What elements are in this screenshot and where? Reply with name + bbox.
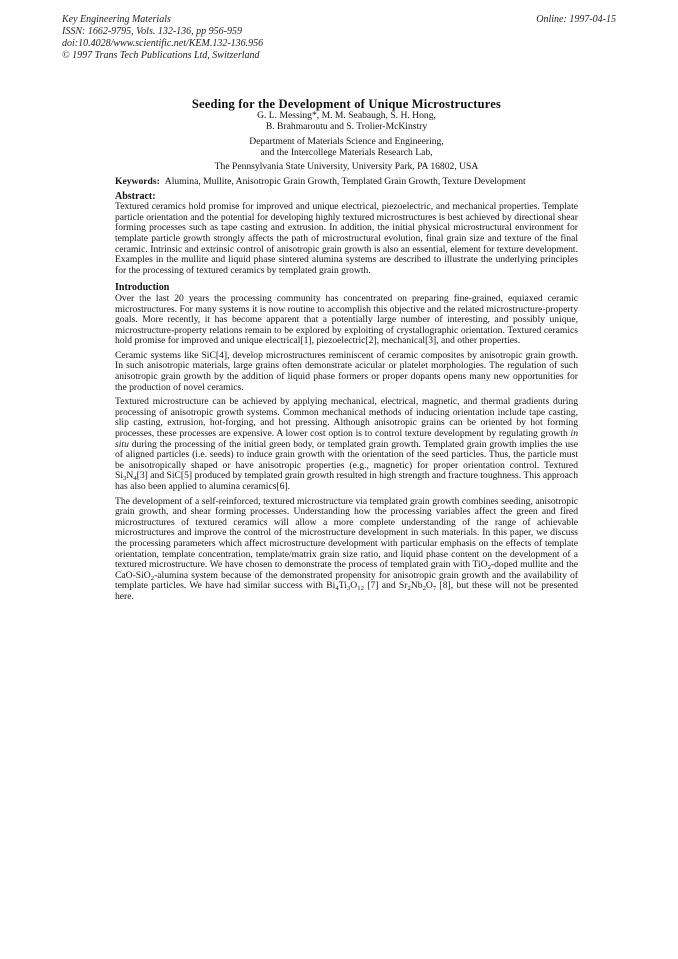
intro-paragraph-4: The development of a self-reinforced, textured microstructure via templated grain growth combines seeding, anisotropic grain growth, and shear forming processes. Understanding how the processing variables affect the green and fired microstructures of textured ceramics will allow a more complete understanding of the range of achievable microstructures and improve the control of the microstructure development in such materials. In this paper, we discuss the processing parameters which affect microstructure development with particular emphasis on the effects of template orientation, template concentration, template/matrix grain size ratio, and liquid phase content on the development of a textured microstructure. We have chosen to demonstrate the process of templated grain with TiO$_2$-doped mullite and the CaO-SiO$_2$-alumina system because of the demonstrated propensity for anisotropic grain growth and the availability of template particles. We have had similar success with $Bi_4Ti_3O_{12}$ [7] and $Sr_2Nb_2O_7$ [8], but these will not be presented here. xyxy=(115,495,579,602)
intro-paragraph-2: Ceramic systems like SiC[4], develop microstructures reminiscent of ceramic composites by anisotropic grain growth. In such anisotropic materials, large grains often demonstrate acicular or platelet morphologies. The regulation of such anisotropic grain growth by the addition of liquid phase formers or proper dopants opens many new opportunities for the production of novel ceramics. xyxy=(115,349,578,393)
keywords xyxy=(115,177,578,188)
abstract-text: Textured ceramics hold promise for improved and unique electrical, piezoelectric, and mechanical properties. Template particle orientation and the potential for developing highly textured microstructures is best achieved by directional shear forming processes such as tape casting and extrusion. In addition, the initial physical microstructural environment for template particle growth strongly affects the path of microstructural evolution, final grain size and texture of the final ceramic. Intrinsic and extrinsic control of anisotropic grain growth is also an essential, element for texture development. Examples in the mullite and liquid phase sintered alumina systems are described to illustrate the underlying principles for the processing of textured ceramics by templated grain growth. xyxy=(115,201,578,276)
university: The Pennsylvania State University, University Park, PA 16802, USA xyxy=(214,161,479,173)
keywords-label: Keywords: xyxy=(115,175,160,187)
online-date: Online: 1997-04-15 xyxy=(536,14,616,25)
doi-line[interactable]: doi:10.4028/www.scientific.net/KEM.132-136.956 xyxy=(62,38,264,49)
paper-title: Seeding for the Development of Unique Microstructures xyxy=(191,97,502,111)
intro-paragraph-3: Textured microstructure can be achieved by applying mechanical, electrical, magnetic, and thermal gradients during processing of anisotropic growth systems. Common mechanical methods of inducing orientation include tape casting, slip casting, extrusion, hot-forging, and hot pressing. Although anisotropic grains can be oriented by hot forming processes, these processes are expensive. A lower cost option is to control texture development by regulating growth in situ during the processing of the initial green body, or templated grain growth. Templated grain growth implies the use of aligned particles (i.e. seeds) to induce grain growth with the orientation of the seed particles. Thus, the particle must be anisotropically shaped or have anisotropic properties (e.g., magnetic) for proper orientation control. Textured $Si_3N_4[3]$ and SiC[5] produced by templated grain growth resulted in high strength and fracture toughness. This approach has also been applied to alumina ceramics[6]. xyxy=(115,396,578,492)
authors xyxy=(115,111,578,132)
affiliation-line-1: Department of Materials Science and Engineering, xyxy=(249,136,444,148)
issn-line: ISSN: 1662-9795, Vols. 132-136, pp 956-959 xyxy=(62,26,242,37)
introduction-heading: Introduction xyxy=(115,282,170,294)
affiliation xyxy=(115,137,578,158)
affiliation-line-2: and the Intercollege Materials Research Lab, xyxy=(260,146,433,158)
journal-name: Key Engineering Materials xyxy=(62,14,171,25)
author-line-1: G. L. Messing*, M. M. Seabaugh, S. H. Hong, xyxy=(257,110,436,121)
intro-paragraph-1: Over the last 20 years the processing community has concentrated on preparing fine-grained, equiaxed ceramic microstructures. For many systems it is now routine to accomplish this objective and the related microstructure-property goals. More recently, it has become apparent that a potentially large number of interesting, and possibly unique, microstructure-property relations remain to be explored by exploiting of crystallographic orientation. Textured ceramics hold promise for improved and unique electrical[1], piezoelectric[2], mechanical[3], and other properties. xyxy=(115,292,578,347)
copyright-line: © 1997 Trans Tech Publications Ltd, Switzerland xyxy=(62,50,260,61)
author-line-2: B. Brahmaroutu and S. Trolier-McKinstry xyxy=(265,120,428,132)
keywords-text: Alumina, Mullite, Anisotropic Grain Growth, Templated Grain Growth, Texture Development xyxy=(164,175,526,187)
paper-body xyxy=(115,97,578,603)
journal-header xyxy=(62,14,263,62)
abstract-heading: Abstract: xyxy=(115,190,156,202)
